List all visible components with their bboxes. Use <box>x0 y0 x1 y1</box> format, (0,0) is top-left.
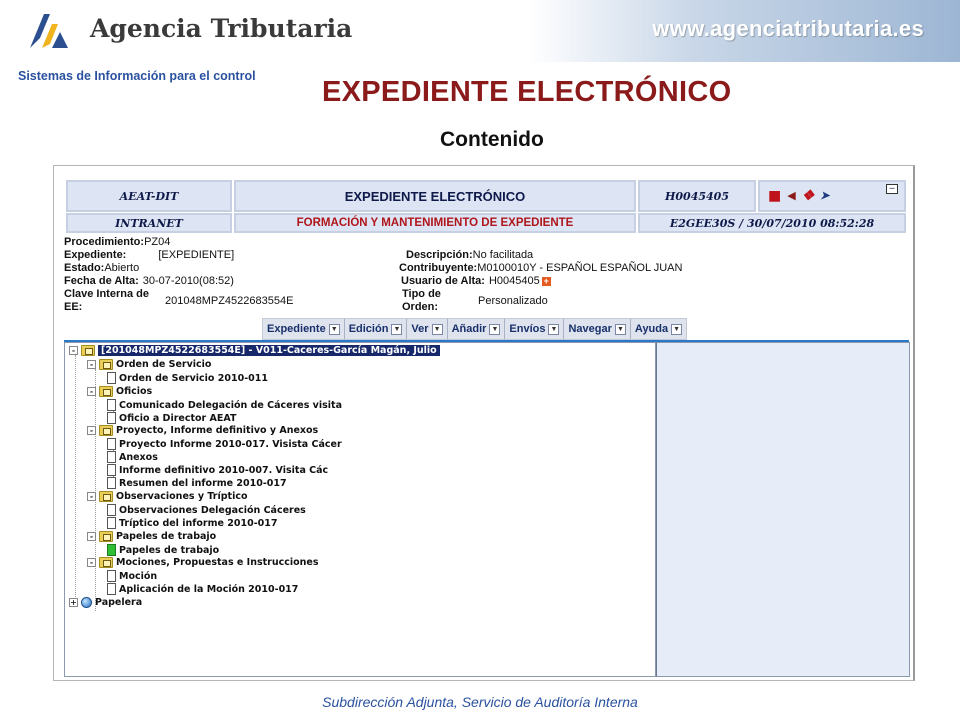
tree-group-label: Orden de Servicio <box>116 359 212 370</box>
site-url: www.agenciatributaria.es <box>652 16 924 41</box>
tree-group[interactable] <box>87 359 211 370</box>
tree-item-label: Aplicación de la Moción 2010-017 <box>119 583 299 595</box>
tree-item[interactable] <box>107 504 306 516</box>
folder-icon <box>99 491 113 502</box>
descripcion-label: Descripción: <box>406 249 473 261</box>
tree-item[interactable] <box>107 477 287 489</box>
tree-item[interactable] <box>107 438 342 450</box>
tree-group[interactable] <box>87 425 318 436</box>
tree-item[interactable] <box>107 372 268 384</box>
usuario-alta-label: Usuario de Alta: <box>401 275 485 287</box>
header-function: FORMACIÓN Y MANTENIMIENTO DE EXPEDIENTE <box>234 213 636 233</box>
document-icon <box>107 464 116 476</box>
document-icon <box>107 504 116 516</box>
tree-item[interactable] <box>107 464 328 476</box>
usuario-alta-value: H0045405 <box>488 275 540 287</box>
procedimiento-label: Procedimiento: <box>64 236 145 248</box>
tipo-orden-label-2: Orden: <box>402 301 439 313</box>
document-tree <box>64 342 656 677</box>
section-title: Contenido <box>440 128 544 151</box>
back-arrow-icon[interactable]: ◀ <box>787 189 796 202</box>
menu-anadir[interactable]: Añadir ▼ <box>448 319 506 339</box>
tree-item-label: Orden de Servicio 2010-011 <box>119 372 268 384</box>
menu-expediente[interactable]: Expediente ▼ <box>263 319 345 339</box>
tree-item[interactable] <box>107 570 157 582</box>
collapse-icon[interactable]: - <box>87 492 96 501</box>
folder-icon <box>81 345 95 356</box>
menu-ayuda[interactable]: Ayuda ▼ <box>631 319 686 339</box>
plus-icon[interactable]: + <box>543 276 549 286</box>
document-icon <box>107 438 116 450</box>
tree-item-label: Anexos <box>119 451 158 463</box>
folder-icon <box>99 359 113 370</box>
forward-arrow-icon[interactable]: ➤ <box>820 189 830 202</box>
menu-envios[interactable]: Envíos ▼ <box>505 319 564 339</box>
descripcion-value: No facilitada <box>472 249 534 261</box>
collapse-icon[interactable]: - <box>87 360 96 369</box>
expediente-details <box>64 236 904 316</box>
header-session: E2GEE30S / 30/07/2010 08:52:28 <box>638 213 906 233</box>
minimize-icon[interactable]: ─ <box>886 184 898 194</box>
clave-interna-label-2: EE: <box>64 301 83 313</box>
chevron-down-icon: ▼ <box>391 324 402 335</box>
tree-group[interactable] <box>87 531 216 542</box>
main-title: EXPEDIENTE ELECTRÓNICO <box>322 76 732 108</box>
folder-icon <box>99 386 113 397</box>
tree-group[interactable] <box>87 557 319 568</box>
document-icon <box>107 583 116 595</box>
expediente-value: [EXPEDIENTE] <box>158 249 235 261</box>
tree-group-label: Papeles de trabajo <box>116 531 217 542</box>
menu-navegar[interactable]: Navegar ▼ <box>564 319 630 339</box>
clave-interna-label: Clave Interna de <box>64 288 149 300</box>
header-system: AEAT-DIT <box>66 180 232 212</box>
tree-group-label: Proyecto, Informe definitivo y Anexos <box>116 425 319 436</box>
tree-root[interactable] <box>69 345 440 356</box>
clave-interna-value: 201048MPZ4522683554E <box>165 295 294 307</box>
tree-item-label: Oficio a Director AEAT <box>119 412 237 424</box>
document-icon <box>107 570 116 582</box>
estado-value: Abierto <box>104 262 140 274</box>
tree-item[interactable] <box>107 399 342 411</box>
tree-item[interactable] <box>107 412 236 424</box>
tree-item-label: Proyecto Informe 2010-017. Visista Cácer <box>119 438 342 450</box>
agencia-tributaria-logo <box>22 8 72 52</box>
document-icon <box>107 477 116 489</box>
document-icon <box>107 544 116 556</box>
header-app-title: EXPEDIENTE ELECTRÓNICO <box>234 180 636 212</box>
tree-item[interactable] <box>107 451 158 463</box>
tree-item[interactable] <box>107 517 277 529</box>
expediente-label: Expediente: <box>64 249 127 261</box>
app-window <box>53 165 915 681</box>
header-network: INTRANET <box>66 213 232 233</box>
document-icon <box>107 412 116 424</box>
folder-icon <box>99 425 113 436</box>
collapse-icon[interactable]: - <box>69 346 78 355</box>
chevron-down-icon: ▼ <box>671 324 682 335</box>
estado-label: Estado: <box>64 262 105 274</box>
tree-trash[interactable] <box>69 597 142 608</box>
help-icon[interactable]: ❖ <box>801 188 815 204</box>
tree-item-label: Comunicado Delegación de Cáceres visita <box>119 399 342 411</box>
logo-text: Agencia Tributaria <box>90 14 353 43</box>
chevron-down-icon: ▼ <box>432 324 443 335</box>
tree-group-label: Observaciones y Tríptico <box>116 491 248 502</box>
collapse-icon[interactable]: - <box>87 558 96 567</box>
chevron-down-icon: ▼ <box>489 324 500 335</box>
footer: Subdirección Adjunta, Servicio de Auditoría Interna <box>322 694 638 710</box>
tree-group[interactable] <box>87 491 247 502</box>
tree-item-label: Observaciones Delegación Cáceres <box>119 504 306 516</box>
expand-icon[interactable]: + <box>70 598 77 607</box>
tree-trash-label: Papelera <box>95 597 143 608</box>
tree-item-label: Papeles de trabajo <box>119 544 220 556</box>
tipo-orden-value: Personalizado <box>478 295 548 307</box>
folder-icon <box>99 531 113 542</box>
subtitle-left: Sistemas de Información para el control <box>18 69 256 83</box>
tree-item[interactable] <box>107 583 298 595</box>
book-icon[interactable]: ■ <box>768 188 782 204</box>
tree-root-label: [201048MPZ4522683554E] - V011-Caceres-García Magán, Julio <box>98 345 440 356</box>
chevron-down-icon: ▼ <box>548 324 559 335</box>
header-toolbar-cell <box>758 180 906 212</box>
app-header <box>66 180 906 235</box>
menu-ver[interactable]: Ver ▼ <box>407 319 447 339</box>
document-icon <box>107 399 116 411</box>
tree-item-label: Tríptico del informe 2010-017 <box>119 517 278 529</box>
detail-pane <box>656 342 910 677</box>
tree-group-label: Oficios <box>116 386 153 397</box>
tree-item-label: Resumen del informe 2010-017 <box>119 477 287 489</box>
document-icon <box>107 372 116 384</box>
tree-item[interactable] <box>107 544 219 556</box>
trash-globe-icon <box>81 597 92 608</box>
collapse-icon[interactable]: - <box>87 387 96 396</box>
tree-group[interactable] <box>87 386 152 397</box>
menu-bar <box>262 318 687 340</box>
procedimiento-value: PZ04 <box>144 236 171 248</box>
document-icon <box>107 517 116 529</box>
chevron-down-icon: ▼ <box>615 324 626 335</box>
tree-group-label: Mociones, Propuestas e Instrucciones <box>116 557 319 568</box>
tree-item-label: Informe definitivo 2010-007. Visita Các <box>119 464 329 476</box>
contribuyente-value: M0100010Y - ESPAÑOL ESPAÑOL JUAN <box>477 262 683 274</box>
menu-edicion[interactable]: Edición ▼ <box>345 319 408 339</box>
document-icon <box>107 451 116 463</box>
tree-item-label: Moción <box>119 570 158 582</box>
fecha-alta-value: 30-07-2010(08:52) <box>142 275 234 287</box>
collapse-icon[interactable]: - <box>87 532 96 541</box>
folder-icon <box>99 557 113 568</box>
header-user-id: H0045405 <box>638 180 756 212</box>
chevron-down-icon: ▼ <box>329 324 340 335</box>
contribuyente-label: Contribuyente: <box>399 262 478 274</box>
banner <box>0 0 960 62</box>
tipo-orden-label: Tipo de <box>402 288 441 300</box>
collapse-icon[interactable]: - <box>87 426 96 435</box>
fecha-alta-label: Fecha de Alta: <box>64 275 139 287</box>
